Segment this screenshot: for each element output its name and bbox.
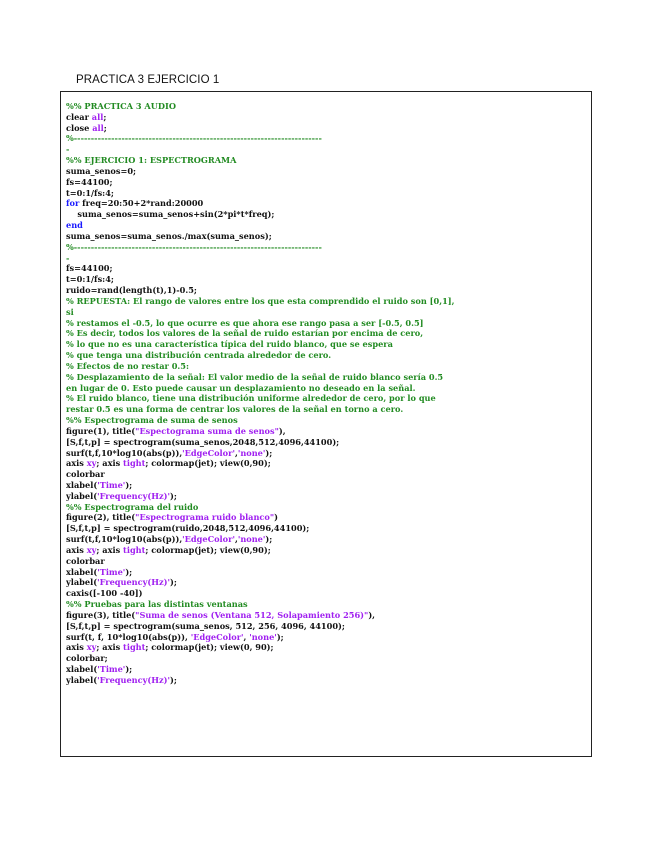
comment-token: % Efectos de no restar 0.5:	[66, 360, 189, 371]
code-line	[66, 242, 587, 253]
code-token: surf(t,f,10*log10(abs(p)),	[66, 447, 183, 458]
code-line	[66, 653, 587, 664]
code-token: axis	[66, 544, 87, 555]
string-token: "Espectograma suma de senos"	[135, 425, 279, 436]
code-line	[66, 534, 587, 545]
code-line	[66, 383, 587, 394]
string-token: 'Time'	[97, 566, 126, 577]
code-token: [S,f,t,p] = spectrogram(ruido,2048,512,4096,44100);	[66, 523, 310, 534]
code-line	[66, 101, 587, 112]
code-line	[66, 437, 587, 448]
code-line	[66, 166, 587, 177]
code-token: );	[170, 490, 177, 501]
code-line	[66, 599, 587, 610]
string-token: 'Frequency(Hz)'	[97, 674, 171, 685]
code-line	[66, 664, 587, 675]
string-token: 'EdgeColor'	[182, 534, 235, 545]
comment-token: % REPUESTA: El rango de valores entre los que esta comprendido el ruido son [0,1],	[66, 295, 455, 306]
string-token: tight	[123, 458, 146, 469]
comment-token: %% Espectrograma de suma de senos	[66, 415, 238, 426]
code-line	[66, 274, 587, 285]
comment-token: % restamos el -0.5, lo que ocurre es que ahora ese rango pasa a ser [-0.5, 0.5]	[66, 317, 424, 328]
code-token: axis	[66, 642, 87, 653]
code-token: );	[125, 664, 133, 675]
code-line	[66, 209, 587, 220]
code-line	[66, 393, 587, 404]
code-line	[66, 610, 587, 621]
code-token: ylabel(	[66, 490, 98, 501]
code-token: ; axis	[96, 544, 124, 555]
code-line	[66, 512, 587, 523]
code-token: )	[274, 512, 279, 523]
code-line	[66, 480, 587, 491]
code-token: fs=44100;	[66, 176, 113, 187]
code-token: suma_senos=suma_senos./max(suma_senos);	[66, 230, 272, 241]
code-line	[66, 198, 587, 209]
code-line	[66, 545, 587, 556]
code-token: );	[265, 534, 273, 545]
code-token: caxis([-100 -40])	[66, 588, 143, 599]
string-token: all	[91, 111, 104, 122]
comment-token: % que tenga una distribución centrada alrededor de cero.	[66, 350, 332, 361]
keyword-token: end	[66, 220, 83, 231]
code-token: surf(t,f,10*log10(abs(p)),	[66, 534, 183, 545]
string-token: 'Time'	[97, 664, 126, 675]
string-token: 'Frequency(Hz)'	[97, 490, 171, 501]
code-token: ),	[278, 425, 286, 436]
code-token: close	[66, 122, 93, 133]
code-line	[66, 675, 587, 686]
code-line	[66, 642, 587, 653]
code-token: ,	[234, 534, 238, 545]
code-token: axis	[66, 458, 87, 469]
code-token: );	[125, 479, 133, 490]
code-token: ; colormap(jet); view(0,90);	[145, 458, 271, 469]
code-token: figure(1), title(	[66, 425, 136, 436]
code-line	[66, 296, 587, 307]
string-token: 'Frequency(Hz)'	[97, 577, 171, 588]
code-token: ; axis	[96, 642, 124, 653]
comment-token: %% Pruebas para las distintas ventanas	[66, 599, 248, 610]
comment-token: %% PRACTICA 3 AUDIO	[66, 101, 176, 111]
code-token: );	[276, 631, 284, 642]
code-line	[66, 253, 587, 264]
code-line	[66, 491, 587, 502]
code-token: ylabel(	[66, 674, 98, 685]
code-token: xlabel(	[66, 566, 98, 577]
string-token: 'EdgeColor'	[182, 447, 235, 458]
comment-token: % lo que no es una característica típica del ruido blanco, que se espera	[66, 339, 393, 350]
code-token: ),	[368, 609, 376, 620]
code-line	[66, 350, 587, 361]
comment-token: si	[66, 306, 74, 317]
code-line	[66, 458, 587, 469]
code-token: );	[125, 566, 133, 577]
code-line	[66, 177, 587, 188]
code-line	[66, 523, 587, 534]
code-line	[66, 112, 587, 123]
string-token: tight	[123, 642, 146, 653]
code-token: ylabel(	[66, 577, 98, 588]
code-token: ;	[103, 111, 107, 122]
string-token: xy	[86, 544, 97, 555]
code-line	[66, 567, 587, 578]
code-token: xlabel(	[66, 664, 98, 675]
code-token: ; colormap(jet); view(0, 90);	[145, 642, 274, 653]
code-token: [S,f,t,p] = spectrogram(suma_senos,2048,512,4096,44100);	[66, 436, 340, 447]
code-line	[66, 123, 587, 134]
code-line	[66, 448, 587, 459]
page-heading: PRACTICA 3 EJERCICIO 1	[76, 74, 220, 86]
code-line	[66, 231, 587, 242]
keyword-token: for	[66, 198, 83, 209]
code-token: ;	[103, 122, 107, 133]
code-token: surf(t, f, 10*log10(abs(p)),	[66, 631, 191, 642]
code-line	[66, 469, 587, 480]
code-token: );	[170, 577, 177, 588]
code-token: ; colormap(jet); view(0,90);	[145, 544, 271, 555]
comment-token: en lugar de 0. Esto puede causar un desplazamiento no deseado en la señal.	[66, 382, 416, 393]
string-token: tight	[123, 544, 146, 555]
code-line	[66, 133, 587, 144]
code-line	[66, 263, 587, 274]
code-token: colorbar	[66, 469, 105, 480]
code-token: colorbar	[66, 555, 105, 566]
string-token: xy	[86, 458, 97, 469]
code-line	[66, 155, 587, 166]
comment-token: % El ruido blanco, tiene una distribución uniforme alrededor de cero, por lo que	[66, 393, 436, 404]
code-token: colorbar;	[66, 653, 108, 664]
code-line	[66, 621, 587, 632]
code-listing	[60, 91, 592, 757]
comment-token: %-------------------------------------------------------------------------	[66, 133, 322, 144]
comment-token: restar 0.5 es una forma de centrar los valores de la señal en torno a cero.	[66, 404, 404, 415]
code-token: ruido=rand(length(t),1)-0.5;	[66, 285, 197, 296]
code-token: t=0:1/fs:4;	[66, 187, 114, 198]
code-line	[66, 404, 587, 415]
comment-token: %-------------------------------------------------------------------------	[66, 241, 322, 252]
comment-token: % Desplazamiento de la señal: El valor medio de la señal de ruido blanco sería 0.5	[66, 371, 444, 382]
string-token: 'none'	[237, 447, 266, 458]
string-token: "Espectrograma ruido blanco"	[135, 512, 275, 523]
string-token: all	[92, 122, 104, 133]
comment-token: -	[66, 144, 70, 155]
code-line	[66, 188, 587, 199]
code-token: ,	[243, 631, 250, 642]
code-token: clear	[66, 111, 92, 122]
code-token: xlabel(	[66, 479, 98, 490]
comment-token: -	[66, 252, 70, 263]
code-token: ,	[234, 447, 238, 458]
string-token: xy	[86, 642, 97, 653]
string-token: "Suma de senos (Ventana 512, Solapamiento 256)"	[135, 609, 369, 620]
code-token: );	[265, 447, 273, 458]
code-line	[66, 426, 587, 437]
code-line	[66, 318, 587, 329]
code-line	[66, 339, 587, 350]
code-line	[66, 632, 587, 643]
comment-token: % Es decir, todos los valores de la señal de ruido estarían por encima de cero,	[66, 328, 424, 339]
code-token: suma_senos=suma_senos+sin(2*pi*t*freq);	[66, 209, 275, 220]
code-token: figure(3), title(	[66, 609, 136, 620]
code-token: ; axis	[96, 458, 124, 469]
code-line	[66, 502, 587, 513]
code-token: figure(2), title(	[66, 512, 136, 523]
code-token: [S,f,t,p] = spectrogram(suma_senos, 512, 256, 4096, 44100);	[66, 620, 345, 631]
code-token: );	[170, 674, 177, 685]
code-token: fs=44100;	[66, 263, 113, 274]
code-line	[66, 361, 587, 372]
code-token: freq=20:50+2*rand:20000	[82, 198, 204, 209]
comment-token: %% EJERCICIO 1: ESPECTROGRAMA	[66, 155, 237, 166]
code-line	[66, 588, 587, 599]
string-token: 'none'	[249, 631, 277, 642]
code-line	[66, 144, 587, 155]
code-line	[66, 556, 587, 567]
string-token: 'none'	[237, 534, 266, 545]
code-line	[66, 307, 587, 318]
code-token: t=0:1/fs:4;	[66, 274, 114, 285]
code-token: suma_senos=0;	[66, 165, 137, 176]
code-line	[66, 285, 587, 296]
string-token: 'Time'	[97, 479, 126, 490]
code-line	[66, 577, 587, 588]
code-line	[66, 415, 587, 426]
comment-token: %% Espectrograma del ruido	[66, 501, 199, 512]
code-line	[66, 220, 587, 231]
code-line	[66, 372, 587, 383]
code-line	[66, 328, 587, 339]
string-token: 'EdgeColor'	[190, 631, 244, 642]
